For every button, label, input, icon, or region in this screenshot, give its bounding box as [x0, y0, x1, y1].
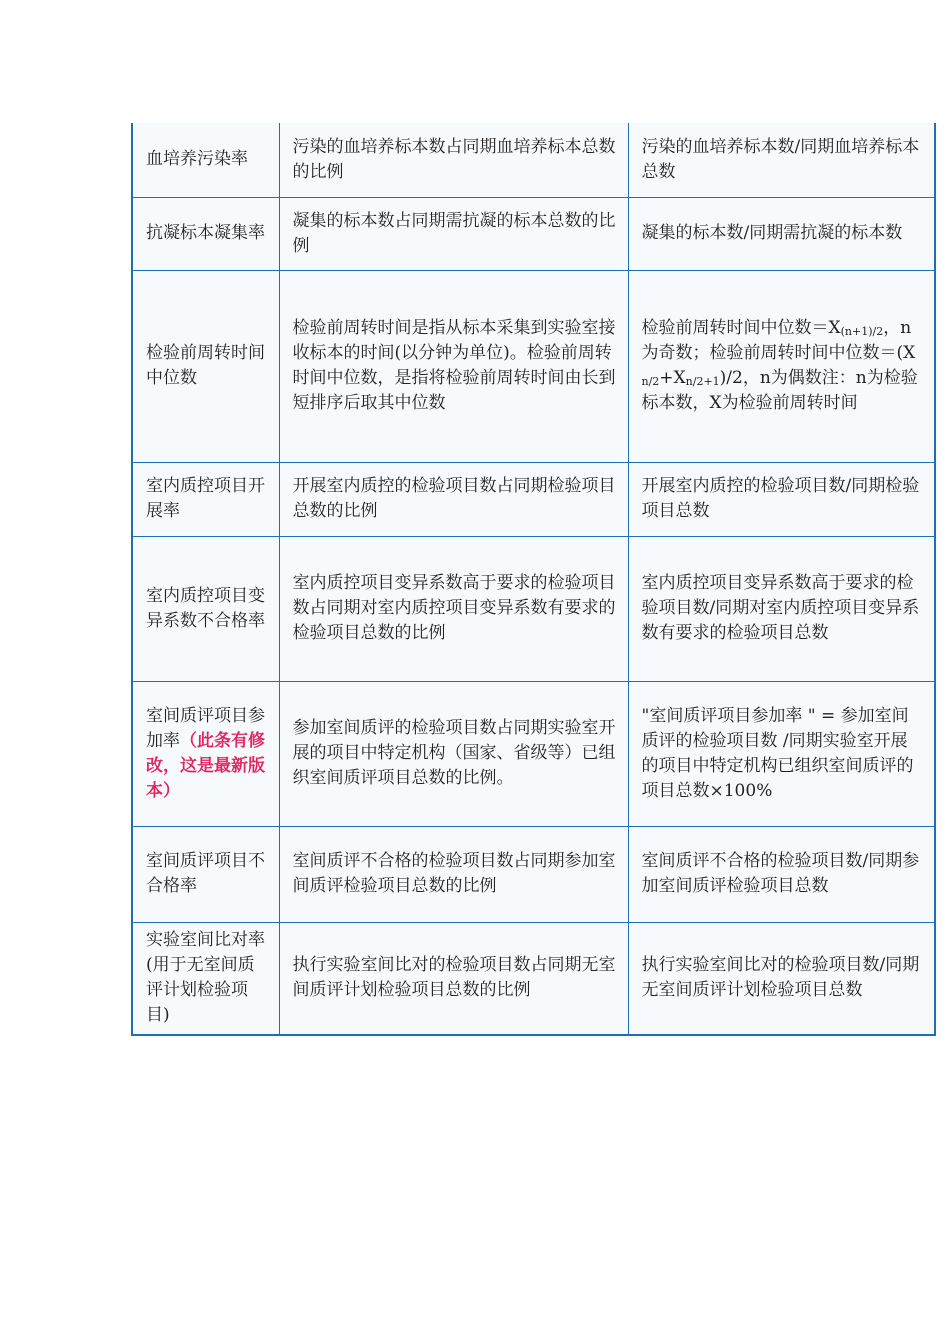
- formula-subscript: n/2: [641, 375, 660, 388]
- indicator-definition-cell: 凝集的标本数占同期需抗凝的标本总数的比例: [279, 197, 628, 270]
- indicator-formula-cell: 污染的血培养标本数/同期血培养标本总数: [628, 123, 935, 197]
- indicator-formula-cell: 室间质评不合格的检验项目数/同期参加室间质评检验项目总数: [628, 826, 935, 922]
- indicator-name-cell: 室间质评项目不合格率: [132, 826, 279, 922]
- indicator-formula-cell: 室内质控项目变异系数高于要求的检验项目数/同期对室内质控项目变异系数有要求的检验项目总数: [628, 536, 935, 681]
- indicator-formula-cell: [628, 270, 935, 462]
- indicator-definition-cell: 室间质评不合格的检验项目数占同期参加室间质评检验项目总数的比例: [279, 826, 628, 922]
- indicator-definition-cell: 室内质控项目变异系数高于要求的检验项目数占同期对室内质控项目变异系数有要求的检验项目总数的比例: [279, 536, 628, 681]
- formula-text: )/2，n为偶数注：n为检验标本数，X为检验前周转时间: [641, 368, 918, 413]
- indicator-name-cell: [132, 681, 279, 826]
- indicator-name-cell: 室内质控项目变异系数不合格率: [132, 536, 279, 681]
- table-row: [132, 536, 935, 681]
- formula-subscript: (n+1)/2: [840, 325, 884, 338]
- indicator-definition-cell: 参加室间质评的检验项目数占同期实验室开展的项目中特定机构（国家、省级等）已组织室间质评项目总数的比例。: [279, 681, 628, 826]
- quality-indicators-table: [131, 123, 936, 1036]
- indicator-formula-cell: 凝集的标本数/同期需抗凝的标本数: [628, 197, 935, 270]
- table-row: [132, 681, 935, 826]
- indicator-name-cell: 检验前周转时间中位数: [132, 270, 279, 462]
- indicator-definition-cell: 检验前周转时间是指从标本采集到实验室接收标本的时间(以分钟为单位)。检验前周转时间中位数，是指将检验前周转时间由长到短排序后取其中位数: [279, 270, 628, 462]
- indicator-definition-cell: 污染的血培养标本数占同期血培养标本总数的比例: [279, 123, 628, 197]
- indicator-name-cell: 抗凝标本凝集率: [132, 197, 279, 270]
- indicator-formula-cell: 执行实验室间比对的检验项目数/同期无室间质评计划检验项目总数: [628, 922, 935, 1035]
- formula-text: 检验前周转时间中位数＝X: [641, 318, 841, 338]
- table-row: [132, 826, 935, 922]
- table-row: [132, 922, 935, 1035]
- indicator-definition-cell: 开展室内质控的检验项目数占同期检验项目总数的比例: [279, 462, 628, 536]
- indicator-name-cell: 血培养污染率: [132, 123, 279, 197]
- indicator-name-text: 室间质评项目参加率: [146, 705, 265, 751]
- formula-subscript: n/2+1: [685, 375, 720, 388]
- table-row: [132, 197, 935, 270]
- table-row: [132, 270, 935, 462]
- indicator-name-cell: 实验室间比对率(用于无室间质评计划检验项目): [132, 922, 279, 1035]
- indicator-name-cell: 室内质控项目开展率: [132, 462, 279, 536]
- revision-note: （此条有修改，这是最新版本）: [146, 730, 265, 801]
- indicator-formula-cell: "室间质评项目参加率 " = 参加室间质评的检验项目数 /同期实验室开展的项目中特定机构已组织室间质评的项目总数×100%: [628, 681, 935, 826]
- formula-text: +X: [659, 368, 686, 388]
- indicator-formula-cell: 开展室内质控的检验项目数/同期检验项目总数: [628, 462, 935, 536]
- table-row: [132, 462, 935, 536]
- indicator-definition-cell: 执行实验室间比对的检验项目数占同期无室间质评计划检验项目总数的比例: [279, 922, 628, 1035]
- table-row: [132, 123, 935, 197]
- formula-text: ，n为奇数；检验前周转时间中位数＝(X: [641, 318, 916, 363]
